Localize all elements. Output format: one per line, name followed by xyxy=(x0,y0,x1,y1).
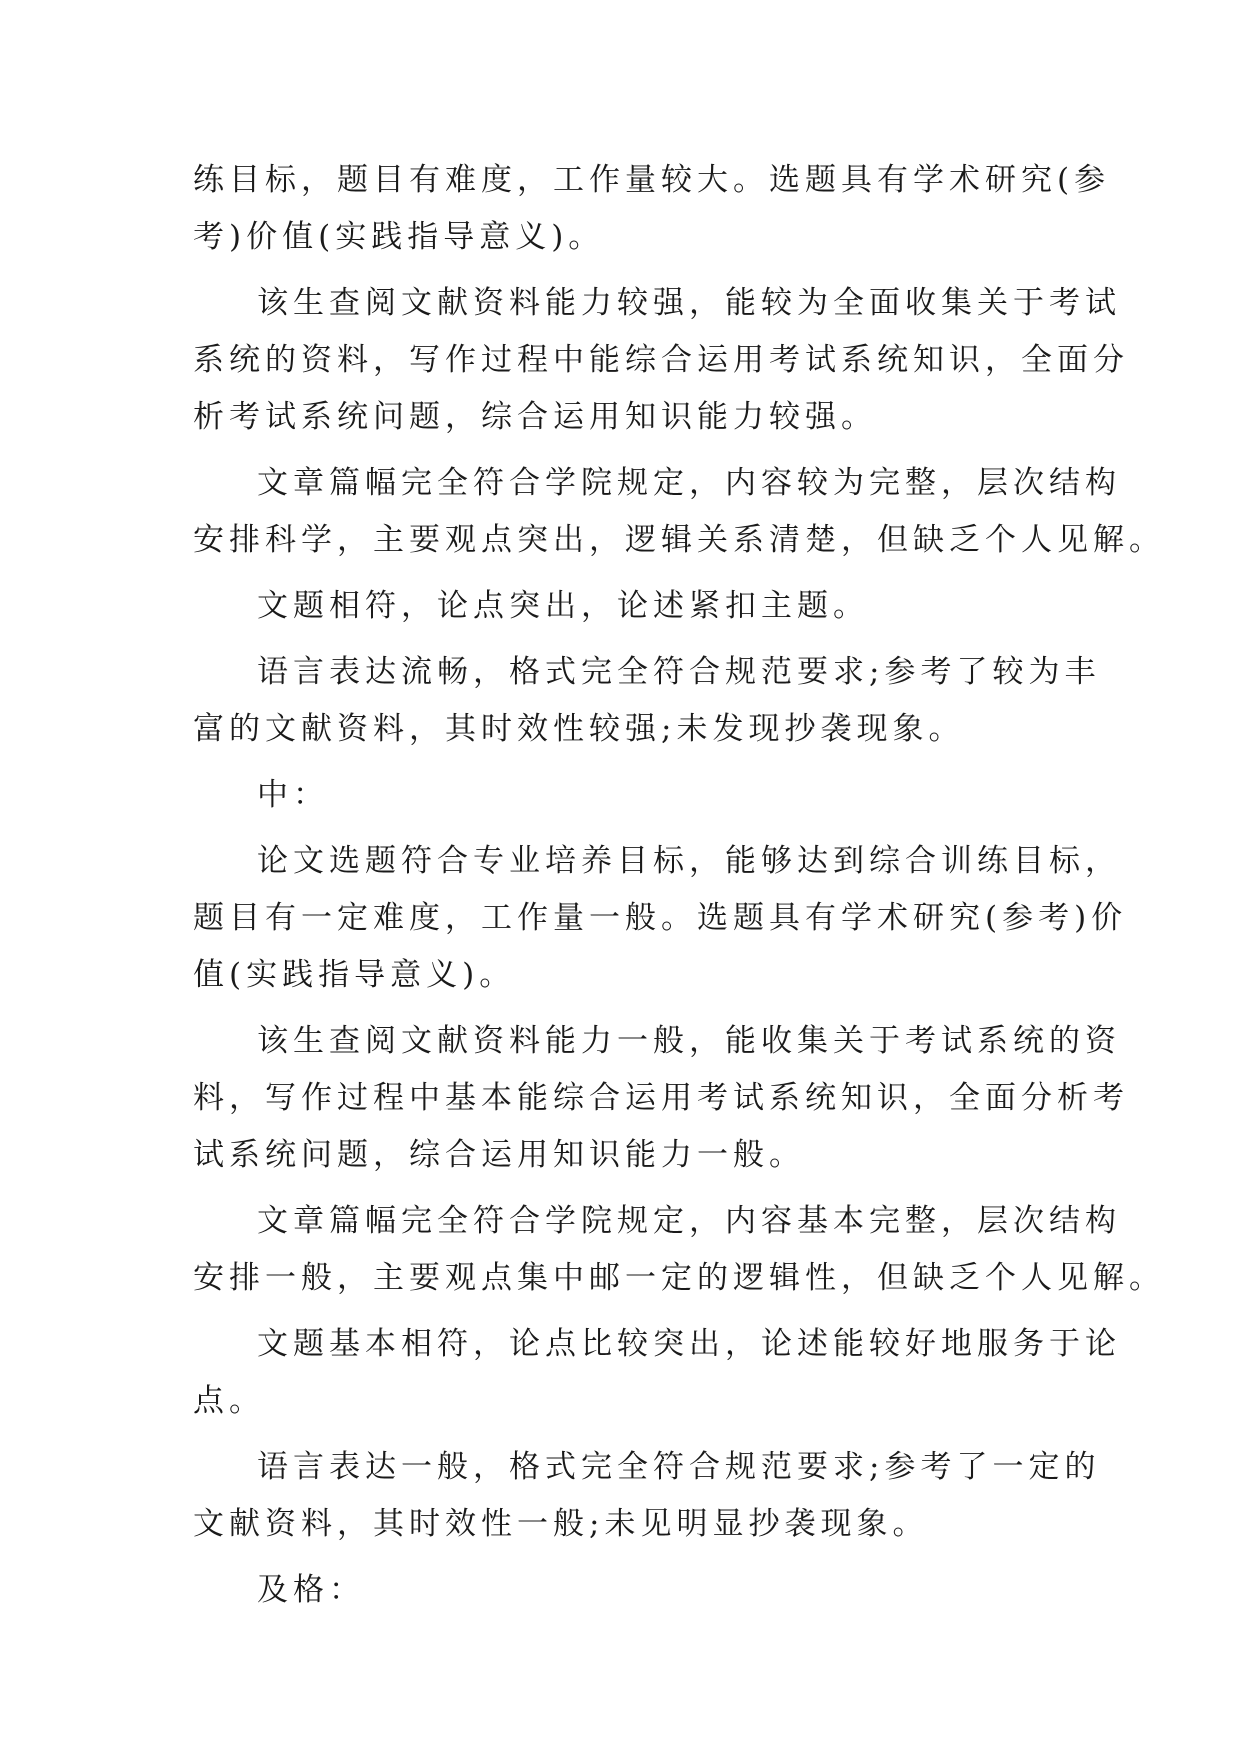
text-line: 语言表达流畅，格式完全符合规范要求;参考了较为丰 xyxy=(257,654,1101,690)
text-line: 该生查阅文献资料能力一般，能收集关于考试系统的资 xyxy=(257,1023,1121,1059)
text-line: 料，写作过程中基本能综合运用考试系统知识，全面分析考 xyxy=(193,1080,1129,1116)
text-line: 语言表达一般，格式完全符合规范要求;参考了一定的 xyxy=(257,1449,1101,1485)
text-line: 点。 xyxy=(193,1383,265,1419)
section-heading: 及格： xyxy=(257,1572,365,1608)
text-line: 试系统问题，综合运用知识能力一般。 xyxy=(193,1137,805,1173)
text-line: 安排科学，主要观点突出，逻辑关系清楚，但缺乏个人见解。 xyxy=(193,522,1165,558)
text-line: 文献资料，其时效性一般;未见明显抄袭现象。 xyxy=(193,1506,929,1542)
text-line: 系统的资料，写作过程中能综合运用考试系统知识，全面分 xyxy=(193,342,1129,378)
text-line: 值(实践指导意义)。 xyxy=(193,957,516,993)
text-line: 论文选题符合专业培养目标，能够达到综合训练目标， xyxy=(257,843,1121,879)
text-line: 文章篇幅完全符合学院规定，内容基本完整，层次结构 xyxy=(257,1203,1121,1239)
text-line: 析考试系统问题，综合运用知识能力较强。 xyxy=(193,399,877,435)
text-line: 题目有一定难度，工作量一般。选题具有学术研究(参考)价 xyxy=(193,900,1128,936)
text-line: 安排一般，主要观点集中邮一定的逻辑性，但缺乏个人见解。 xyxy=(193,1260,1165,1296)
document-body xyxy=(193,152,1165,1619)
text-line: 考)价值(实践指导意义)。 xyxy=(193,219,605,255)
text-line: 该生查阅文献资料能力较强，能较为全面收集关于考试 xyxy=(257,285,1121,321)
text-line: 文题基本相符，论点比较突出，论述能较好地服务于论 xyxy=(257,1326,1121,1362)
section-heading: 中： xyxy=(257,777,329,813)
text-line: 文章篇幅完全符合学院规定，内容较为完整，层次结构 xyxy=(257,465,1121,501)
text-line: 富的文献资料，其时效性较强;未发现抄袭现象。 xyxy=(193,711,965,747)
text-line: 文题相符，论点突出，论述紧扣主题。 xyxy=(257,588,869,624)
text-line: 练目标，题目有难度，工作量较大。选题具有学术研究(参 xyxy=(193,162,1111,198)
